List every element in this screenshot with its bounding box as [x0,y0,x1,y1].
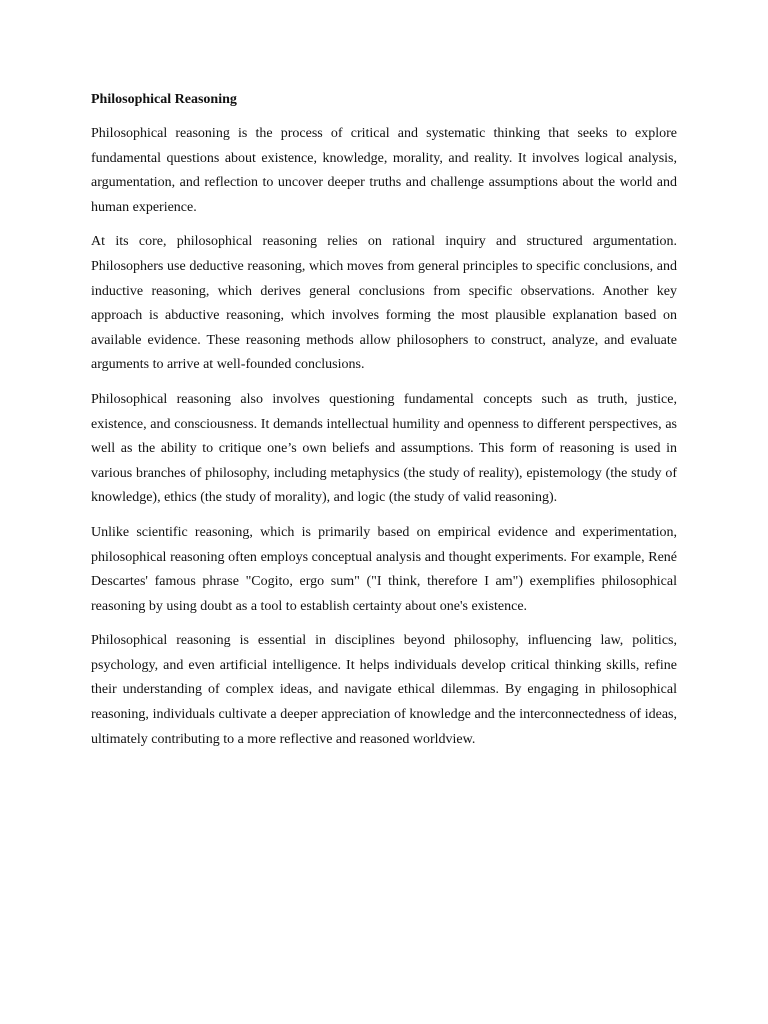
paragraph-5: Philosophical reasoning is essential in disciplines beyond philosophy, influencing law, politics, psychology, and even artificial intelligence. It helps individuals develop critical thinking skills, refine their understanding of complex ideas, and navigate ethical dilemmas. By engaging in philosophical reasoning, individuals cultivate a deeper appreciation of knowledge and the interconnectedness of ideas, ultimately contributing to a more reflective and reasoned worldview. [91,633,677,747]
paragraph-1: Philosophical reasoning is the process of critical and systematic thinking that seeks to explore fundamental questions about existence, knowledge, morality, and reality. It involves logical analysis, argumentation, and reflection to uncover deeper truths and challenge assumptions about the world and human experience. [91,126,677,215]
paragraph-2: At its core, philosophical reasoning relies on rational inquiry and structured argumentation. Philosophers use deductive reasoning, which moves from general principles to specific conclusions, and inductive reasoning, which derives general conclusions from specific observations. Another key approach is abductive reasoning, which involves forming the most plausible explanation based on available evidence. These reasoning methods allow philosophers to construct, analyze, and evaluate arguments to arrive at well-founded conclusions. [91,234,677,373]
paragraph-4: Unlike scientific reasoning, which is primarily based on empirical evidence and experimentation, philosophical reasoning often employs conceptual analysis and thought experiments. For example, René Descartes' famous phrase "Cogito, ergo sum" ("I think, therefore I am") exemplifies philosophical reasoning by using doubt as a tool to establish certainty about one's existence. [91,524,677,614]
paragraph-3: Philosophical reasoning also involves questioning fundamental concepts such as truth, justice, existence, and consciousness. It demands intellectual humility and openness to different perspectives, as well as the ability to critique one’s own beliefs and assumptions. This form of reasoning is used in various branches of philosophy, including metaphysics (the study of reality), epistemology (the study of knowledge), ethics (the study of morality), and logic (the study of valid reasoning). [91,391,677,506]
document-title: Philosophical Reasoning [91,92,237,107]
document-body [91,88,677,762]
